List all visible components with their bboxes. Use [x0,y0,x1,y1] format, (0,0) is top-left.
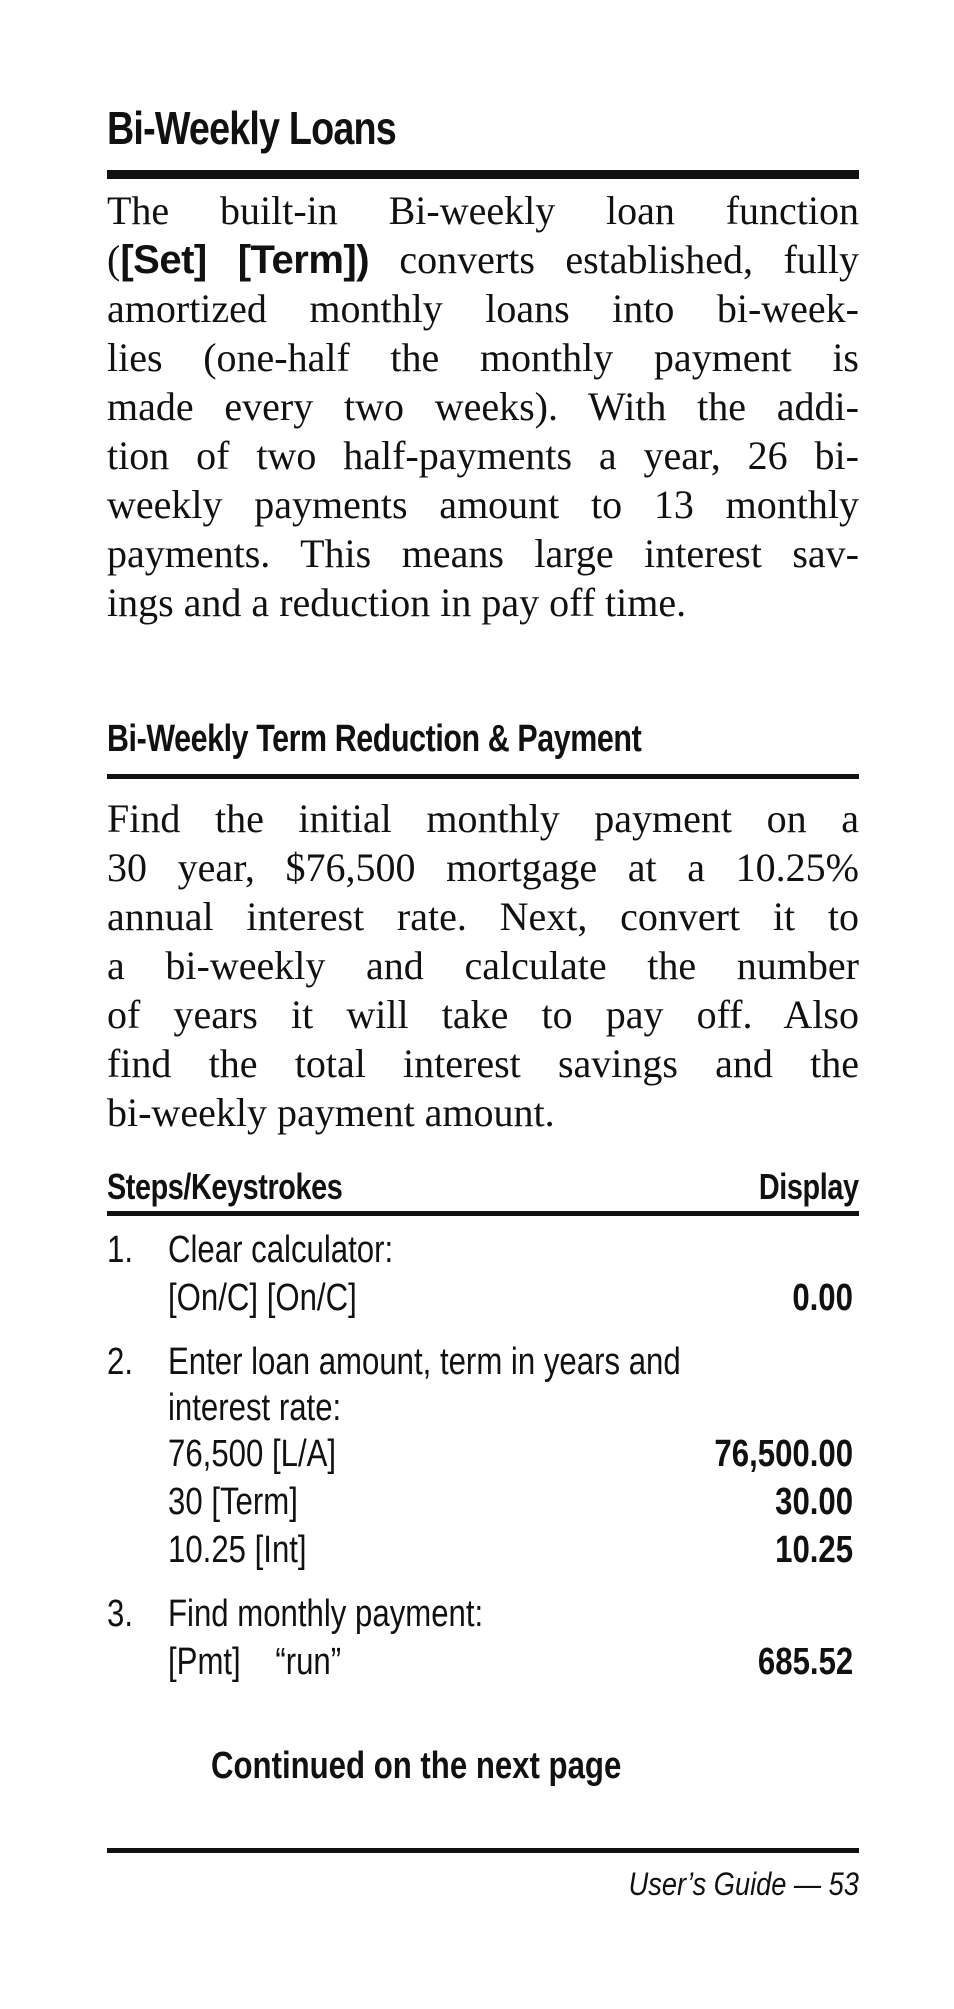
step-row [107,1274,859,1322]
step-row [107,1226,859,1274]
step-display-value: 685.52 [757,1641,853,1683]
example-line: bi-weekly payment amount. [107,1090,555,1135]
step-number: 2. [107,1341,133,1383]
step-instruction: interest rate: [168,1387,342,1429]
steps-list [107,1226,859,1686]
step-keystrokes: 76,500 [L/A] [168,1433,337,1475]
step-row [107,1590,859,1638]
intro-line: ([Set] [Term]) converts established, fully [107,237,859,282]
footer-rule [107,1848,859,1853]
example-title: Bi-Weekly Term Reduction & Payment [107,718,642,760]
step-row [107,1430,859,1478]
step-keystrokes: 30 [Term] [168,1481,298,1523]
step-row [107,1384,859,1430]
step-display-value: 76,500.00 [714,1433,853,1475]
step-row [107,1478,859,1526]
step-row [107,1526,859,1574]
example-line: a bi-weekly and calculate the number [107,943,859,988]
steps-table-header [107,1164,859,1210]
step-display-value: 10.25 [775,1529,853,1571]
example-line: annual interest rate. Next, convert it to [107,894,859,939]
step-display-value: 0.00 [792,1277,853,1319]
step-instruction: Find monthly payment: [168,1593,484,1635]
intro-line: made every two weeks). With the addi- [107,384,859,429]
step-item [107,1590,859,1686]
step-row [107,1638,859,1686]
example-line: find the total interest savings and the [107,1041,859,1086]
header-steps-keystrokes: Steps/Keystrokes [107,1166,343,1207]
step-number: 1. [107,1229,133,1271]
step-row [107,1338,859,1384]
manual-page [107,0,859,2009]
intro-line: The built-in Bi-weekly loan function [107,188,859,233]
intro-line: tion of two half-payments a year, 26 bi- [107,433,859,478]
example-line: of years it will take to pay off. Also [107,992,859,1037]
intro-paragraph [107,186,859,627]
step-display-value: 30.00 [775,1481,853,1523]
intro-line: weekly payments amount to 13 monthly [107,482,859,527]
section-title: Bi-Weekly Loans [107,102,396,154]
header-display: Display [759,1166,859,1207]
intro-line: amortized monthly loans into bi-week- [107,286,859,331]
intro-line: ings and a reduction in pay off time. [107,580,687,625]
step-keystrokes: [On/C] [On/C] [168,1277,357,1319]
example-rule [107,774,859,779]
page-footer: User’s Guide — 53 [628,1866,859,1902]
title-rule [107,170,859,179]
continued-note: Continued on the next page [211,1745,622,1787]
step-instruction: Enter loan amount, term in years and [168,1341,681,1383]
example-line: 30 year, $76,500 mortgage at a 10.25% [107,845,859,890]
step-keystrokes: [Pmt] “run” [168,1641,342,1683]
example-paragraph [107,794,859,1137]
example-line: Find the initial monthly payment on a [107,796,859,841]
step-instruction: Clear calculator: [168,1229,394,1271]
step-item [107,1226,859,1322]
key-sequence: [Set] [Term]) [120,238,370,282]
step-number: 3. [107,1593,133,1635]
table-header-rule [107,1211,859,1216]
intro-line: payments. This means large interest sav- [107,531,859,576]
step-item [107,1338,859,1574]
step-keystrokes: 10.25 [Int] [168,1529,307,1571]
intro-line: lies (one-half the monthly payment is [107,335,859,380]
